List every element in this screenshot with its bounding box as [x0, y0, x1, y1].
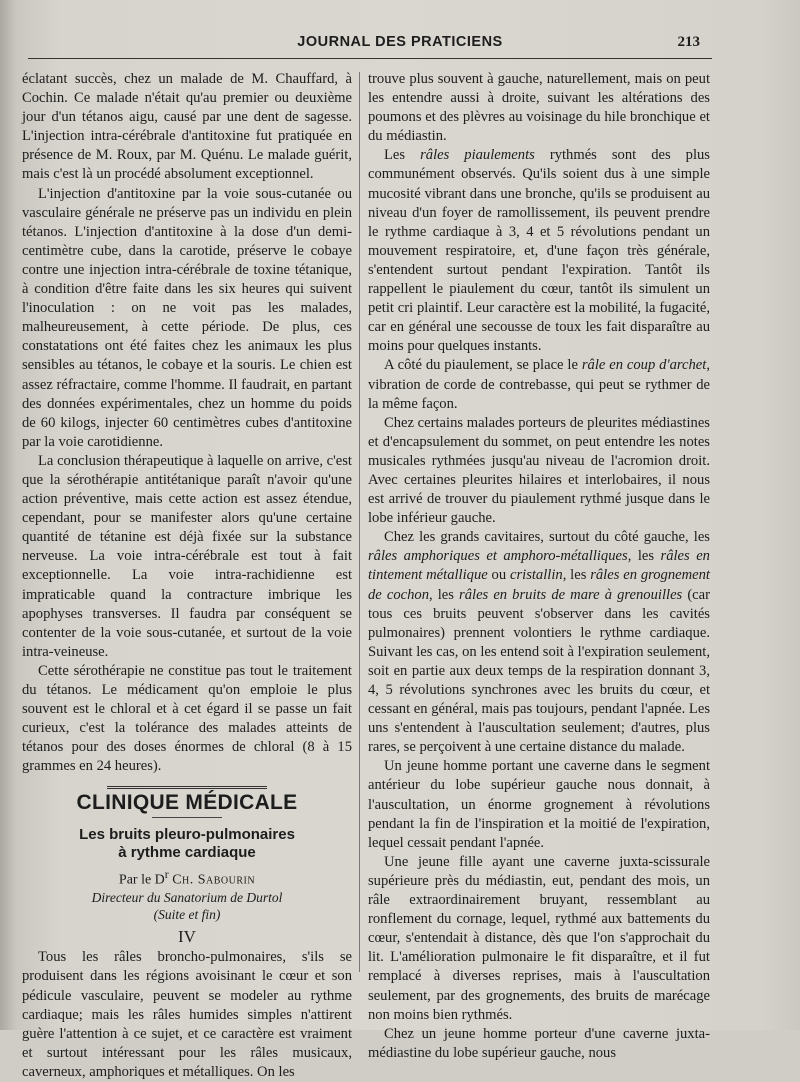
paragraph: Tous les râles broncho-pulmonaires, s'ils se produisent dans les régions avoisinant le cœur et son pédicule vasculaire, peuvent se modeler au rythme cardiaque; mais les râles humides simples n'attirent guère l'attention à ce sujet, et ce caractère est vraiment et surtout intéressant pour les râles musicaux, caverneux, amphoriques et métalliques. On les [22, 949, 352, 1080]
paragraph: Cette sérothérapie ne constitue pas tout le traitement du tétanos. Le médicament qu'on emploie le plus souvent est le chloral et à cet égard il se passe un fait curieux, c'est la tolérance des malades atteints de tétanos pour des doses énormes de chloral (8 à 15 grammes en 24 heures). [22, 662, 352, 775]
title-underline [152, 817, 222, 818]
section-title: CLINIQUE MÉDICALE [76, 791, 298, 815]
paragraph: Une jeune fille ayant une caverne juxta-scissurale supérieure près du médiastin, eut, pendant des mois, un râle extraordinairement bruyant, ressemblant au ronflement du cornage, lequel, rythmé aux battements du cœur, s'entendait à distance, dès que l'on s'approchait du lit. L'amélioration pulmonaire le fit disparaître, et il fut remplacé à diverses reprises, mais à l'auscultation seulement, par des grognements, des bruits de marécage non moins bien rythmés. [368, 853, 710, 1023]
text: Les [384, 147, 421, 164]
paragraph: Chez un jeune homme porteur d'une caverne juxta-médiastine du lobe supérieur gauche, nous [368, 1025, 710, 1061]
column-divider [359, 72, 360, 972]
article-title-line: Les bruits pleuro-pulmonaires [79, 825, 295, 843]
text: (car tous ces bruits peuvent s'observer dans les cavités pulmonaires) prennent volontiers le rythme cardiaque. Suivant les cas, on les entend soit à l'expiration seulement, soit en partie aux deux temps de la respiration donnant 3, 4, 5 révolutions synchrones avec les bruits du cœur, et cessant en général, mais pas toujours, pendant l'apnée. Les uns s'entendent à l'auscultation seulement; d'autres, plus rares, se perçoivent à une certaine distance du malade. [368, 586, 710, 756]
page-header [0, 30, 800, 56]
paragraph: L'injection d'antitoxine par la voie sous-cutanée ou vasculaire générale ne préserve pas un individu en plein tétanos. L'injection d'antitoxine à la dose d'un demi-centimètre cube, dans la carotide, préserve le cobaye contre une injection intra-cérébrale de toxine tétanique, à condition d'être faite dans les six heures qui suivent l'inoculation : on ne voit pas les malades, malheureusement, à cette période. De plus, ces constatations ont été faites chez les animaux les plus sensibles au tétanos, le cobaye et la souris. Le chien est assez réfractaire, comme l'homme. Il faudrait, en partant des données expérimentales, chez un homme du poids de 60 kilogs, injecter 60 centimètres cubes d'antitoxine par la voie carotidienne. [22, 185, 352, 450]
header-rule [28, 58, 712, 59]
article-title [22, 826, 352, 862]
italic-term: râle en coup d'archet [581, 357, 707, 374]
paragraph: trouve plus souvent à gauche, naturellement, mais on peut les entendre aussi à droite, suivant les altérations des poumons et des plèvres au voisinage du hile bronchique et du médiastin. [368, 71, 710, 145]
italic-term: râles piaulements [420, 147, 535, 164]
article-title-line: à rythme cardiaque [118, 843, 256, 861]
text: , vibration de corde de contrebasse, qui peut se rythmer de la même façon. [368, 357, 710, 412]
text: Chez les grands cavitaires, surtout du côté gauche, les [384, 529, 710, 546]
text: , les [627, 548, 661, 565]
paragraph: La conclusion thérapeutique à laquelle on arrive, c'est que la sérothérapie antitétanique paraît n'avoir qu'une action préventive, mais cette action est assez étendue, cependant, pour se manifester alors qu'une certaine quantité de tétanine est déjà fixée sur la substance nerveuse. La voie intra-cérébrale est tout à fait exceptionnelle. La voie intra-rachidienne est impraticable quand la contracture imbrique les apophyses transverses. Il faudra par conséquent se contenter de la voie sous-cutanée, et surtout de la voie intra-veineuse. [22, 452, 352, 660]
paragraph: Chez certains malades porteurs de pleurites médiastines et d'encapsulement du sommet, on peut entendre les notes musicales rythmées jusqu'au niveau de l'acromion droit. Avec certaines pleurites hilaires et interlobaires, il nous est arrivé de trouver du piaulement rythmé jusque dans le lobe inférieur gauche. [368, 414, 710, 527]
paragraph: éclatant succès, chez un malade de M. Chauffard, à Cochin. Ce malade n'était qu'au premier ou deuxième jour d'un tétanos aigu, causé par une dent de sagesse. L'injection intra-cérébrale d'antitoxine fut pratiquée en présence de M. Roux, par M. Quénu. Le malade guérit, mais c'est là un procédé absolument exceptionnel. [22, 71, 352, 183]
italic-term: cristallin [509, 567, 563, 584]
author-name: Ch. Sabourin [172, 872, 256, 888]
section-divider [107, 786, 267, 789]
paragraph [368, 528, 710, 757]
text: A côté du piaulement, se place le [384, 357, 582, 374]
italic-term: râles amphoriques et amphoro-métalliques [368, 548, 628, 565]
right-column [368, 70, 710, 1063]
paragraph: Un jeune homme portant une caverne dans le segment antérieur du lobe supérieur gauche nous donnait, à l'auscultation, un énorme grognement à révolutions pendant la fin de l'inspiration et la moitié de l'expiration, lequel cessait pendant l'apnée. [368, 758, 710, 851]
text: , les [562, 567, 591, 584]
page-number: 213 [677, 34, 700, 50]
left-column [22, 70, 352, 1082]
text: , les [429, 586, 460, 603]
text: rythmés sont des plus communément observés. Qu'ils soient dus à une simple mucosité vibrant dans une bronche, qu'ils se produisent au niveau d'un foyer de ramollissement, ils peuvent prendre le rythme cardiaque à 3, 4 et 5 révolutions pendant un mouvement respiratoire, et, d'une façon très générale, s'entendent surtout pendant l'expiration. Tantôt ils rappellent le piaulement du cœur, tantôt ils simulent un petit cri plaintif. Leur caractère est la mobilité, la fugacité, car en général une secousse de toux les fait disparaître au moins pour quelques instants. [368, 147, 710, 355]
italic-term: râles en tintement métallique [368, 548, 710, 584]
byline-prefix: Par le D [118, 872, 165, 888]
part-number: IV [178, 927, 196, 947]
byline [22, 866, 352, 890]
continuation-note: (Suite et fin) [153, 907, 221, 923]
paragraph [368, 146, 710, 356]
paragraph [368, 356, 710, 413]
author-affiliation: Directeur du Sanatorium de Durtol [91, 890, 283, 906]
journal-title: JOURNAL DES PRATICIENS [297, 34, 503, 50]
byline-sup: r [164, 867, 169, 881]
italic-term: râles en bruits de mare à grenouilles [459, 586, 683, 603]
text: ou [487, 567, 510, 584]
italic-term: râles en grognement de cochon [368, 567, 710, 603]
